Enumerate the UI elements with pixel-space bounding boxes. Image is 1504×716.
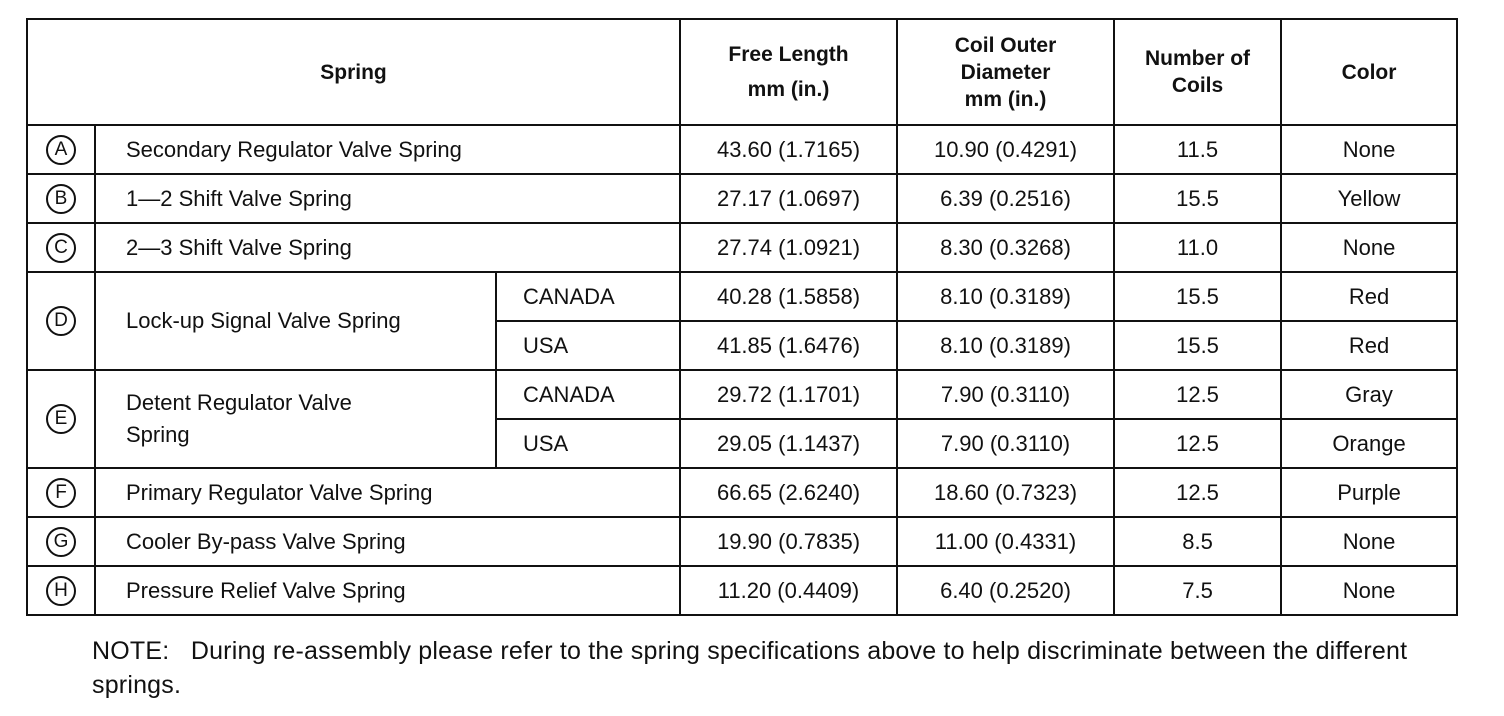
region-label: CANADA: [496, 370, 680, 419]
free-length-value: 29.72 (1.1701): [680, 370, 897, 419]
free-length-value: 19.90 (0.7835): [680, 517, 897, 566]
color-value: Gray: [1281, 370, 1457, 419]
row-letter-cell: [27, 468, 95, 517]
header-free-length-line2: mm (in.): [747, 78, 830, 101]
coils-value: 12.5: [1114, 419, 1281, 468]
spring-name-line2: Spring: [126, 422, 190, 447]
table-row: [27, 517, 1457, 566]
table-row: [27, 370, 1457, 419]
table-row: [27, 566, 1457, 615]
table-row: [27, 174, 1457, 223]
header-row: [27, 19, 1457, 125]
color-value: Yellow: [1281, 174, 1457, 223]
spring-name: Secondary Regulator Valve Spring: [95, 125, 680, 174]
header-coil-line1: Coil Outer: [954, 33, 1057, 57]
header-coil-line2: Diameter: [960, 60, 1051, 84]
spring-name: Primary Regulator Valve Spring: [95, 468, 680, 517]
row-letter-cell: [27, 272, 95, 370]
row-letter-cell: [27, 174, 95, 223]
circled-letter-f: F: [46, 478, 76, 508]
coils-value: 7.5: [1114, 566, 1281, 615]
diameter-value: 18.60 (0.7323): [897, 468, 1114, 517]
circled-letter-c: C: [46, 233, 76, 263]
circled-letter-h: H: [46, 576, 76, 606]
row-letter-cell: [27, 223, 95, 272]
header-coils-line2: Coils: [1171, 74, 1224, 97]
row-letter-cell: [27, 517, 95, 566]
free-length-value: 43.60 (1.7165): [680, 125, 897, 174]
header-number-of-coils: [1114, 19, 1281, 125]
diameter-value: 11.00 (0.4331): [897, 517, 1114, 566]
color-value: Red: [1281, 321, 1457, 370]
diameter-value: 7.90 (0.3110): [897, 419, 1114, 468]
circled-letter-d: D: [46, 306, 76, 336]
diameter-value: 7.90 (0.3110): [897, 370, 1114, 419]
diameter-value: 6.40 (0.2520): [897, 566, 1114, 615]
row-letter-cell: [27, 125, 95, 174]
free-length-value: 27.17 (1.0697): [680, 174, 897, 223]
coils-value: 12.5: [1114, 468, 1281, 517]
color-value: None: [1281, 517, 1457, 566]
row-letter-cell: [27, 370, 95, 468]
circled-letter-a: A: [46, 135, 76, 165]
free-length-value: 66.65 (2.6240): [680, 468, 897, 517]
circled-letter-e: E: [46, 404, 76, 434]
coils-value: 15.5: [1114, 321, 1281, 370]
diameter-value: 6.39 (0.2516): [897, 174, 1114, 223]
spring-name-line1: Detent Regulator Valve: [126, 390, 352, 415]
spring-name: Pressure Relief Valve Spring: [95, 566, 680, 615]
table-row: [27, 223, 1457, 272]
free-length-value: 27.74 (1.0921): [680, 223, 897, 272]
color-value: Orange: [1281, 419, 1457, 468]
diameter-value: 8.10 (0.3189): [897, 321, 1114, 370]
diameter-value: 8.10 (0.3189): [897, 272, 1114, 321]
spring-name: 1—2 Shift Valve Spring: [95, 174, 680, 223]
coils-value: 8.5: [1114, 517, 1281, 566]
table-row: [27, 468, 1457, 517]
spring-name: [95, 370, 496, 468]
circled-letter-g: G: [46, 527, 76, 557]
coils-value: 11.5: [1114, 125, 1281, 174]
region-label: USA: [496, 321, 680, 370]
header-coil-diameter: [897, 19, 1114, 125]
header-color: Color: [1281, 19, 1457, 125]
free-length-value: 29.05 (1.1437): [680, 419, 897, 468]
region-label: USA: [496, 419, 680, 468]
free-length-value: 40.28 (1.5858): [680, 272, 897, 321]
spring-name: Lock-up Signal Valve Spring: [95, 272, 496, 370]
spring-name: 2—3 Shift Valve Spring: [95, 223, 680, 272]
color-value: None: [1281, 223, 1457, 272]
diameter-value: 8.30 (0.3268): [897, 223, 1114, 272]
header-free-length-line1: Free Length: [728, 43, 849, 66]
coils-value: 11.0: [1114, 223, 1281, 272]
color-value: Purple: [1281, 468, 1457, 517]
diameter-value: 10.90 (0.4291): [897, 125, 1114, 174]
color-value: None: [1281, 566, 1457, 615]
header-coils-line1: Number of: [1145, 47, 1251, 70]
spring-spec-table: [26, 18, 1458, 616]
color-value: Red: [1281, 272, 1457, 321]
spring-name: Cooler By-pass Valve Spring: [95, 517, 680, 566]
note-text: NOTE: During re-assembly please refer to the spring specifications above to help discriminate between the different springs.: [92, 637, 1415, 699]
row-letter-cell: [27, 566, 95, 615]
coils-value: 15.5: [1114, 272, 1281, 321]
free-length-value: 41.85 (1.6476): [680, 321, 897, 370]
color-value: None: [1281, 125, 1457, 174]
free-length-value: 11.20 (0.4409): [680, 566, 897, 615]
header-spring: Spring: [27, 19, 680, 125]
header-free-length: [680, 19, 897, 125]
header-coil-line3: mm (in.): [964, 87, 1047, 111]
table-row: [27, 272, 1457, 321]
table-row: [27, 125, 1457, 174]
region-label: CANADA: [496, 272, 680, 321]
circled-letter-b: B: [46, 184, 76, 214]
coils-value: 15.5: [1114, 174, 1281, 223]
coils-value: 12.5: [1114, 370, 1281, 419]
